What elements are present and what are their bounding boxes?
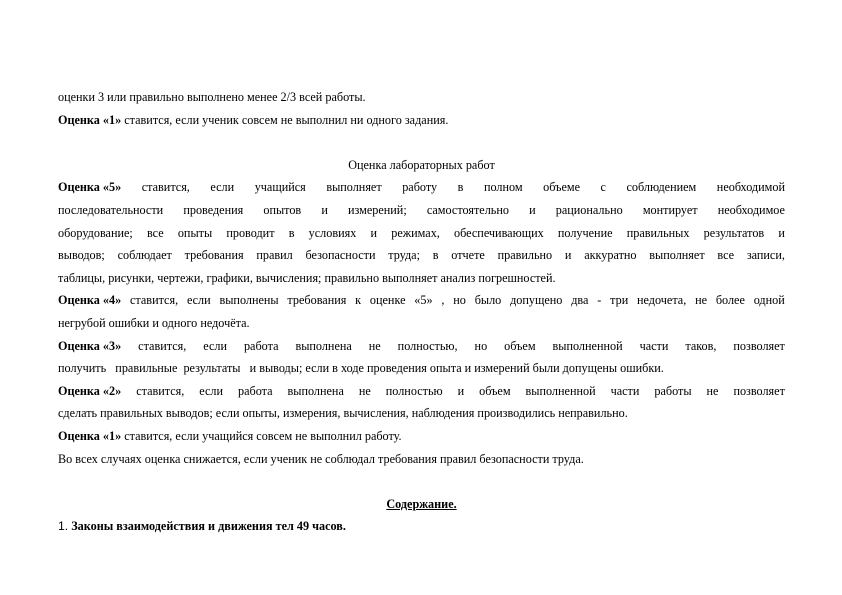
word: работу — [402, 180, 438, 195]
word: обеспечивающих — [454, 225, 544, 240]
word: недочета, — [637, 293, 687, 308]
word: все — [717, 248, 735, 263]
grade-5-line-2 — [58, 199, 785, 222]
word: отчете — [451, 248, 485, 263]
word: ставится, — [136, 383, 185, 398]
grade-label: Оценка «2» — [58, 383, 122, 398]
word: и — [457, 383, 465, 398]
word: если — [210, 180, 235, 195]
word: выполняет — [326, 180, 382, 195]
word: части — [639, 338, 669, 353]
word: выводов; — [58, 248, 105, 263]
word: и — [529, 202, 536, 217]
contents-title: Содержание. — [386, 496, 457, 511]
contents-item-text: Законы взаимодействия и движения тел 49 часов. — [68, 519, 346, 534]
section-title-lab: Оценка лабораторных работ — [348, 157, 495, 172]
word: труда; — [388, 248, 420, 263]
word: выполненной — [525, 383, 596, 398]
word: выполнены — [219, 293, 279, 308]
spacer — [58, 470, 785, 493]
grade-3-line-1 — [58, 335, 785, 358]
grade-5-line-3 — [58, 222, 785, 245]
word: рационально — [555, 202, 623, 217]
word: необходимой — [716, 180, 785, 195]
grade-4-line-2: негрубой ошибки и одного недочёта. — [58, 315, 250, 330]
word: безопасности — [305, 248, 376, 263]
word: и — [370, 225, 378, 240]
intro-line-1: оценки 3 или правильно выполнено менее 2/3 всей работы. — [58, 90, 366, 104]
contents-item-number: 1. — [58, 519, 69, 534]
word: выполнена — [295, 338, 352, 353]
word: «5» — [414, 293, 433, 308]
word: не — [695, 293, 708, 308]
grade-1-lab-line — [58, 425, 785, 448]
word: если — [203, 338, 227, 353]
word: оборудование; — [58, 225, 133, 240]
word: результатов — [703, 225, 765, 240]
word: условиях — [308, 225, 357, 240]
word: одной — [753, 293, 785, 308]
word: аккуратно — [584, 248, 637, 263]
word: требования — [184, 248, 244, 263]
word: выполненной — [552, 338, 623, 353]
word: проведения — [183, 202, 244, 217]
word: объеме — [543, 180, 580, 195]
word: оценке — [369, 293, 406, 308]
document-page — [58, 86, 785, 538]
word: выполнена — [287, 383, 344, 398]
word: - — [597, 293, 602, 308]
intro-line-2 — [58, 109, 785, 132]
word: правильно — [497, 248, 553, 263]
word: в — [457, 180, 464, 195]
word: и — [564, 248, 572, 263]
word: но — [453, 293, 466, 308]
word: записи, — [746, 248, 785, 263]
word: необходимое — [717, 202, 785, 217]
word: соблюдением — [626, 180, 697, 195]
word: позволяет — [733, 338, 785, 353]
safety-note: Во всех случаях оценка снижается, если ученик не соблюдал требования правил безопасности труда. — [58, 451, 584, 466]
word: к — [355, 293, 362, 308]
grade-label: Оценка «4» — [58, 293, 122, 308]
word: опыты — [177, 225, 213, 240]
word: в — [432, 248, 439, 263]
grade-2-line-1 — [58, 380, 785, 403]
word: таков, — [685, 338, 717, 353]
word: и — [778, 225, 785, 240]
word: выполняет — [649, 248, 705, 263]
word: три — [610, 293, 629, 308]
word: работа — [243, 338, 279, 353]
contents-title-line — [58, 493, 785, 516]
grade-1-lab-label: Оценка «1» — [58, 428, 122, 443]
word: более — [715, 293, 745, 308]
word: с — [600, 180, 606, 195]
word: не — [368, 338, 381, 353]
word: полностью — [385, 383, 443, 398]
word: монтирует — [642, 202, 698, 217]
grade-1-text: ставится, если ученик совсем не выполнил ни одного задания. — [121, 112, 449, 127]
word: в — [288, 225, 295, 240]
grade-label: Оценка «5» — [58, 180, 122, 195]
word: два — [571, 293, 589, 308]
word: если — [186, 293, 211, 308]
grade-3-line-2: получить правильные результаты и выводы; если в ходе проведения опыта и измерений были допущены ошибки. — [58, 361, 664, 376]
word: было — [474, 293, 502, 308]
grade-label: Оценка «3» — [58, 338, 122, 353]
word: позволяет — [733, 383, 785, 398]
word: если — [199, 383, 224, 398]
word: , — [441, 293, 445, 308]
grade-1-lab-text: ставится, если учащийся совсем не выполнил работу. — [121, 428, 402, 443]
word: объем — [479, 383, 511, 398]
word: ставится, — [138, 338, 187, 353]
word: не — [358, 383, 371, 398]
spacer — [58, 131, 785, 154]
word: учащийся — [254, 180, 306, 195]
contents-item-1 — [58, 515, 785, 538]
word: правильных — [626, 225, 690, 240]
word: опытов — [263, 202, 302, 217]
grade-5-line-5: таблицы, рисунки, чертежи, графики, вычисления; правильно выполняет анализ погрешностей. — [58, 270, 556, 285]
word: допущено — [510, 293, 563, 308]
word: ставится, — [141, 180, 190, 195]
word: работа — [238, 383, 273, 398]
grade-2-line-2: сделать правильных выводов; если опыты, измерения, вычисления, наблюдения производились неправильно. — [58, 406, 628, 421]
word: не — [706, 383, 719, 398]
word: работы — [654, 383, 692, 398]
grade-5-line-1 — [58, 176, 785, 199]
grade-4-line-1 — [58, 289, 785, 312]
word: ставится, — [130, 293, 179, 308]
word: измерений; — [347, 202, 407, 217]
grade-5-line-4 — [58, 244, 785, 267]
word: соблюдает — [117, 248, 172, 263]
word: проводит — [226, 225, 275, 240]
word: полном — [483, 180, 523, 195]
word: полностью, — [397, 338, 458, 353]
word: получение — [557, 225, 613, 240]
word: все — [146, 225, 164, 240]
word: объем — [504, 338, 536, 353]
word: но — [474, 338, 488, 353]
word: части — [610, 383, 640, 398]
word: последовательности — [58, 202, 164, 217]
word: режимах, — [391, 225, 440, 240]
grade-1-label: Оценка «1» — [58, 112, 122, 127]
word: самостоятельно — [426, 202, 509, 217]
word: требования — [287, 293, 347, 308]
word: правил — [256, 248, 293, 263]
word: и — [321, 202, 328, 217]
